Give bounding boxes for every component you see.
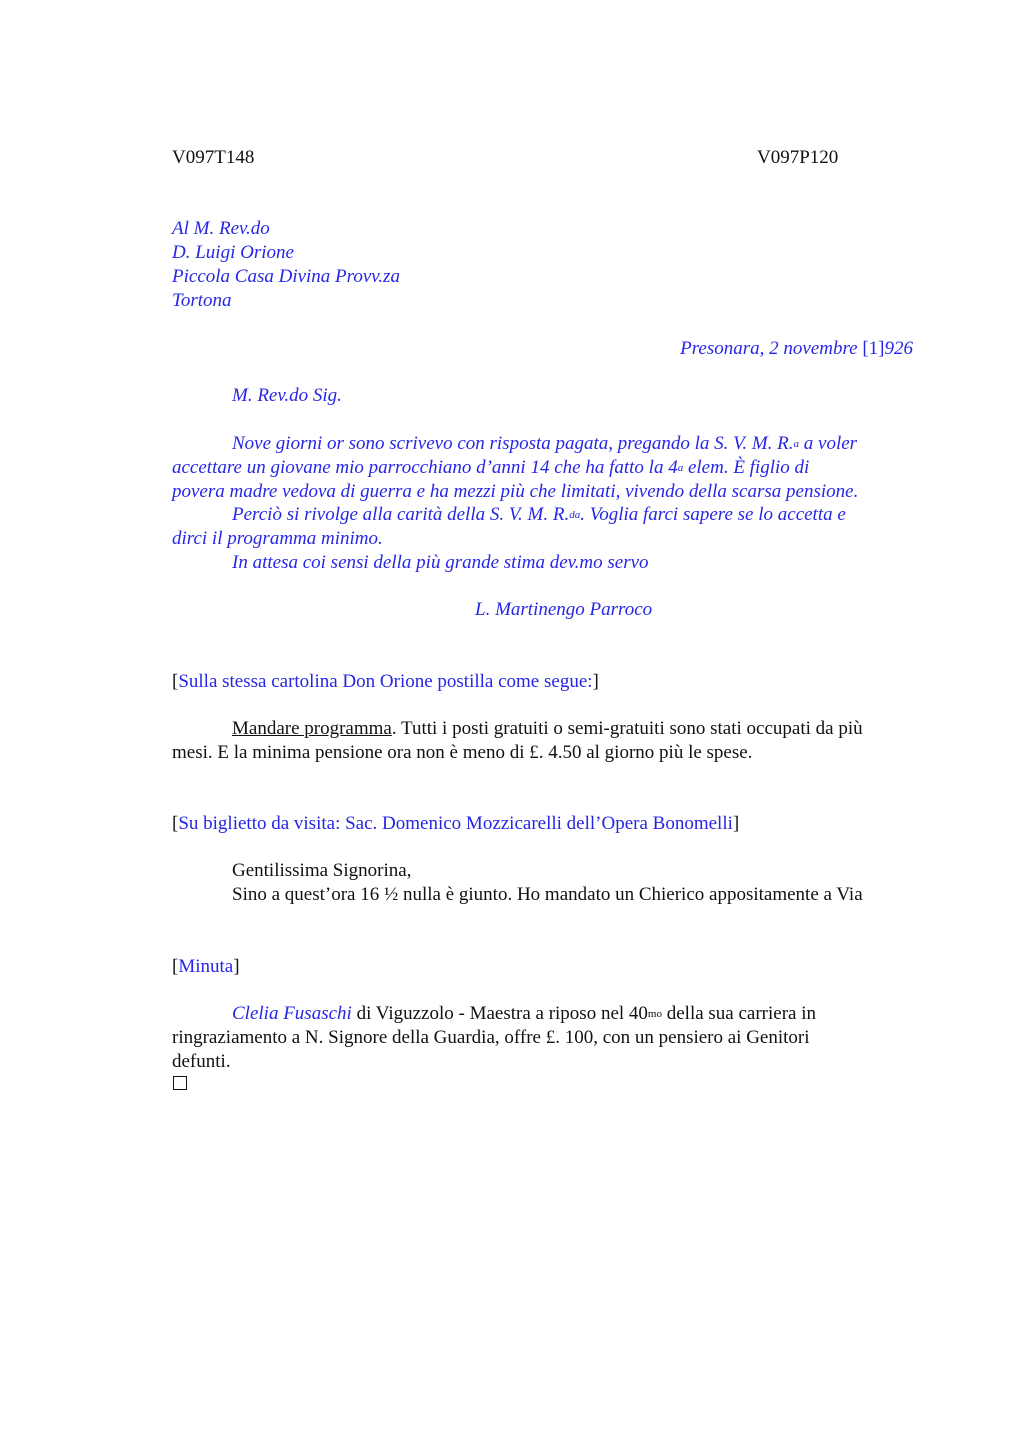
text-span: Nove giorni or sono scrivevo con risposta pagata, pregando la S. V. M. R.: [232, 433, 794, 454]
note-3-line-2: ringraziamento a N. Signore della Guardia, offre £. 100, con un pensiero ai Genitori: [172, 1027, 810, 1048]
address-line-3: Piccola Casa Divina Provv.za: [172, 266, 400, 287]
note-1-line-2: mesi. E la minima pensione ora non è meno di £. 4.50 al giorno più le spese.: [172, 742, 753, 763]
text-span: della sua carriera in: [661, 1003, 817, 1024]
text-span: accettare un giovane mio parrocchiano d’anni 14 che ha fatto la 4: [172, 457, 678, 478]
text-span: di Viguzzolo - Maestra a riposo nel 40: [351, 1003, 648, 1024]
letter-paragraph-1-line-1: [232, 432, 857, 456]
document-code-left: V097T148: [172, 147, 255, 168]
note-3-line-3: defunti.: [172, 1051, 231, 1072]
underlined-text: Mandare programma: [232, 718, 392, 739]
person-name: Clelia Fusaschi: [232, 1003, 352, 1024]
bracket: [: [172, 671, 179, 692]
note-2-line-1: Gentilissima Signorina,: [232, 860, 412, 881]
end-mark-square-icon: [173, 1076, 187, 1090]
bracket: ]: [732, 813, 740, 834]
heading-text: Sulla stessa cartolina Don Orione postilla come segue:: [178, 671, 593, 692]
date-year-rest: 926: [884, 338, 913, 359]
date-text: Presonara, 2 novembre: [680, 338, 863, 359]
letter-salutation: M. Rev.do Sig.: [232, 385, 342, 406]
superscript: mo: [647, 1008, 662, 1020]
letter-paragraph-2-line-2: dirci il programma minimo.: [172, 528, 383, 549]
bracket: [: [172, 956, 179, 977]
letter-paragraph-1-line-2: [172, 456, 809, 480]
letter-closing: In attesa coi sensi della più grande stima dev.mo servo: [232, 552, 649, 573]
text-span: elem. È figlio di: [683, 457, 810, 478]
text-span: Perciò si rivolge alla carità della S. V. M. R.: [232, 504, 570, 525]
address-line-2: D. Luigi Orione: [172, 242, 294, 263]
text-span: . Voglia farci sapere se lo accetta e: [580, 504, 846, 525]
letter-date: [680, 337, 913, 361]
note-1-heading: [172, 670, 599, 694]
bracket: ]: [592, 671, 599, 692]
note-3-line-1: [232, 1002, 816, 1026]
note-2-heading: [172, 812, 739, 836]
heading-text: Minuta: [178, 956, 234, 977]
superscript: da: [569, 509, 581, 521]
superscript: a: [677, 462, 684, 474]
note-1-line-1: [232, 717, 863, 741]
letter-signature: L. Martinengo Parroco: [475, 599, 653, 620]
document-code-right: V097P120: [757, 147, 839, 168]
text-span: a voler: [799, 433, 858, 454]
heading-text: Su biglietto da visita: Sac. Domenico Mozzicarelli dell’Opera Bonomelli: [178, 813, 733, 834]
date-year-bracket: [1]: [862, 338, 885, 359]
bracket: ]: [233, 956, 240, 977]
bracket: [: [172, 813, 179, 834]
note-2-line-2: Sino a quest’ora 16 ½ nulla è giunto. Ho mandato un Chierico appositamente a Via: [232, 884, 863, 905]
letter-paragraph-1-line-3: povera madre vedova di guerra e ha mezzi più che limitati, vivendo della scarsa pensione.: [172, 481, 859, 502]
letter-paragraph-2-line-1: [232, 503, 846, 527]
superscript: a: [793, 438, 800, 450]
note-3-heading: [172, 955, 240, 979]
address-line-4: Tortona: [172, 290, 232, 311]
address-line-1: Al M. Rev.do: [172, 218, 270, 239]
text-span: . Tutti i posti gratuiti o semi-gratuiti sono stati occupati da più: [391, 718, 863, 739]
